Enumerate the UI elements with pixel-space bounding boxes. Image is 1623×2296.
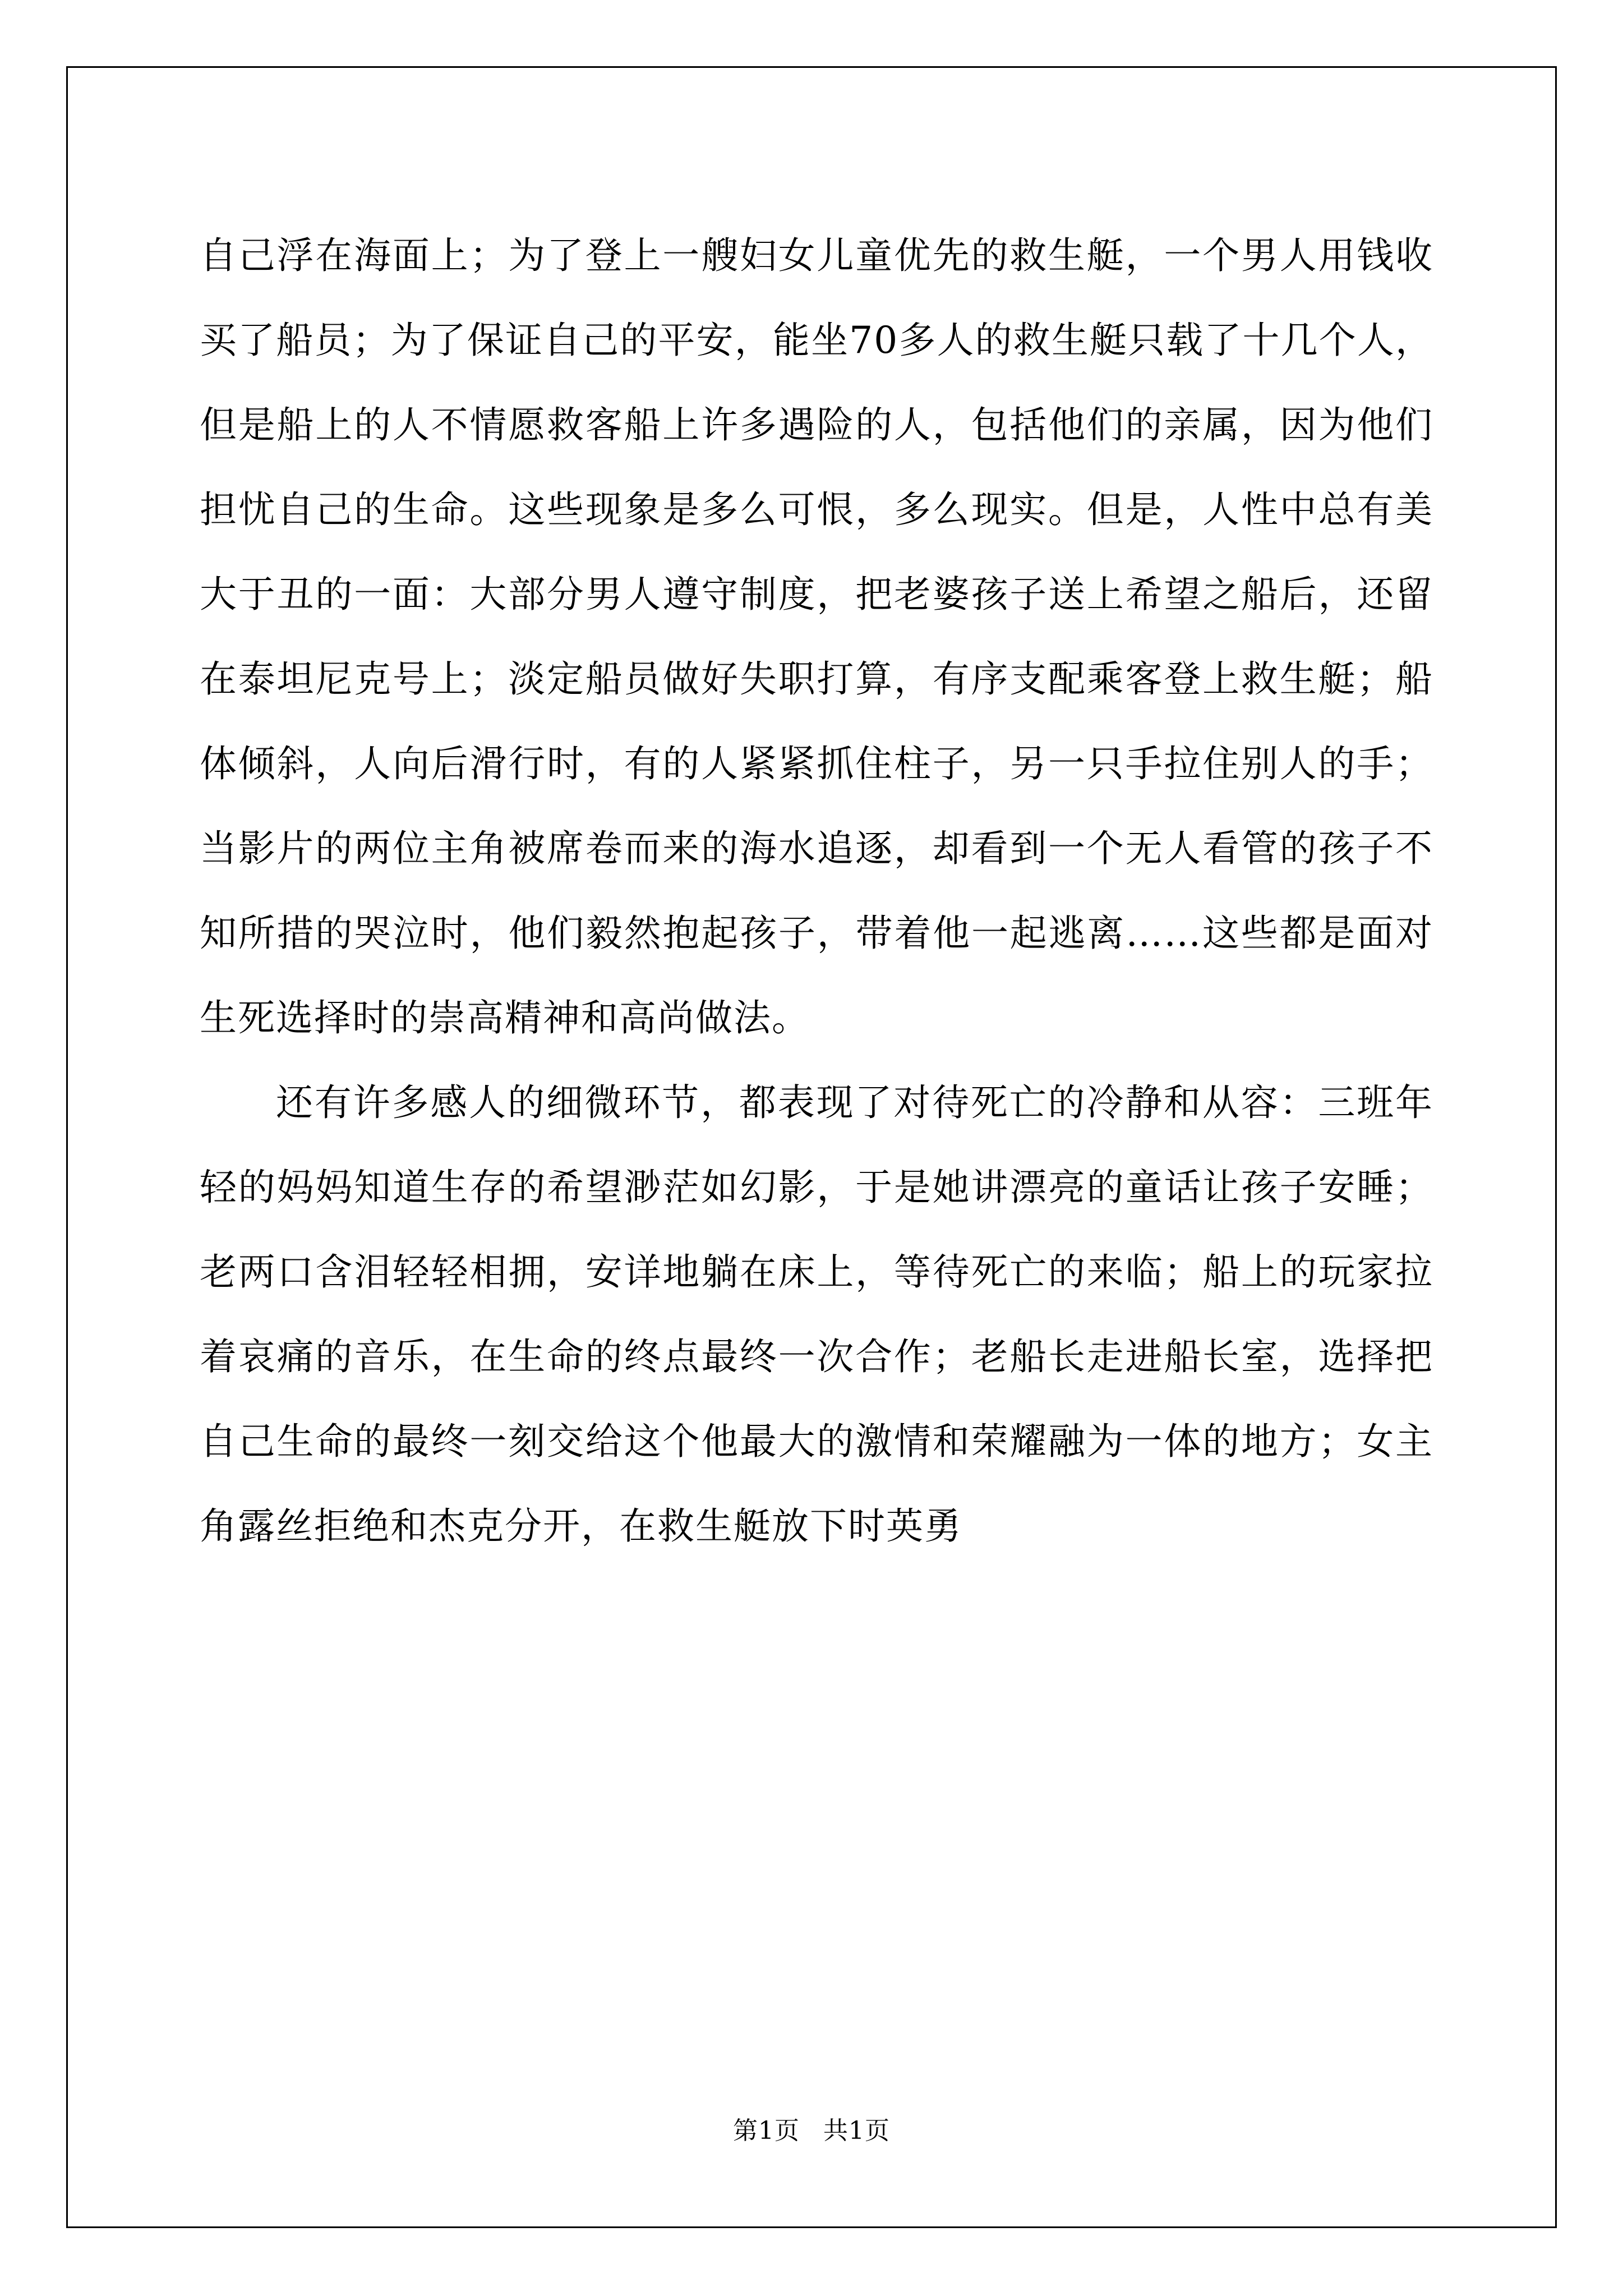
page-number: 第1页 (733, 2116, 800, 2145)
page-total: 共1页 (823, 2116, 890, 2145)
paragraph-1: 自己浮在海面上；为了登上一艘妇女儿童优先的救生艇，一个男人用钱收买了船员；为了保证自己的平安，能坐70多人的救生艇只载了十几个人，但是船上的人不情愿救客船上许多遇险的人，包括他们的亲属，因为他们担忧自己的生命。这些现象是多么可恨，多么现实。但是，人性中总有美大于丑的一面：大部分男人遵守制度，把老婆孩子送上希望之船后，还留在泰坦尼克号上；淡定船员做好失职打算，有序支配乘客登上救生艇；船体倾斜，人向后滑行时，有的人紧紧抓住柱子，另一只手拉住别人的手；当影片的两位主角被席卷而来的海水追逐，却看到一个无人看管的孩子不知所措的哭泣时，他们毅然抱起孩子，带着他一起逃离……这些都是面对生死选择时的崇高精神和高尚做法。 (200, 234, 1433, 1039)
page-footer (0, 2110, 1623, 2146)
document-body (200, 213, 1433, 1568)
paragraph-2: 还有许多感人的细微环节，都表现了对待死亡的冷静和从容：三班年轻的妈妈知道生存的希望渺茫如幻影，于是她讲漂亮的童话让孩子安睡；老两口含泪轻轻相拥，安详地躺在床上，等待死亡的来临；船上的玩家拉着哀痛的音乐，在生命的终点最终一次合作；老船长走进船长室，选择把自己生命的最终一刻交给这个他最大的激情和荣耀融为一体的地方；女主角露丝拒绝和杰克分开，在救生艇放下时英勇 (200, 1081, 1433, 1548)
